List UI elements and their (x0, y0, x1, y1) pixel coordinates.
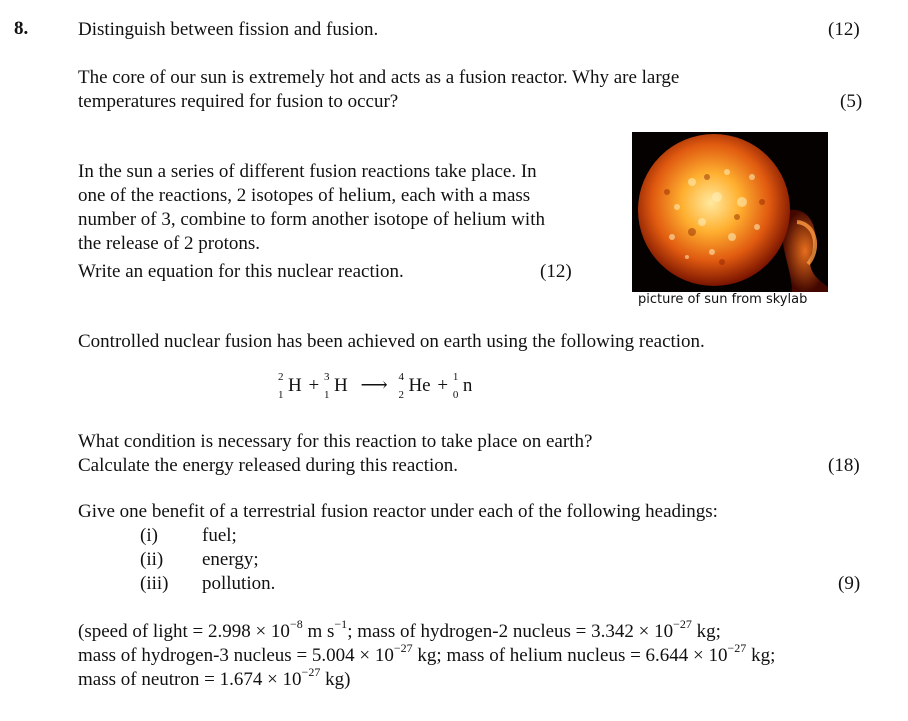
mass-number: 4 (398, 371, 404, 383)
constant-text: mass of neutron = 1.674 × 10 (78, 669, 302, 690)
exponent: −27 (301, 664, 321, 679)
constants-line-1 (78, 616, 775, 644)
element-symbol: He (408, 375, 431, 396)
part2-paragraph (78, 66, 679, 114)
part3-marks: (12) (540, 261, 572, 282)
constant-text: kg; mass of helium nucleus = 6.644 × 10 (412, 645, 728, 666)
constant-text: kg; (691, 621, 721, 642)
part2-line: The core of our sun is extremely hot and acts as a fusion reactor. Why are large (78, 67, 680, 88)
constants-block (78, 616, 776, 692)
part3-task: Write an equation for this nuclear reaction. (78, 261, 404, 282)
element-symbol: H (333, 375, 348, 396)
nuclide-deuterium (278, 371, 302, 401)
list-item (140, 548, 275, 572)
constants-line-2 (78, 640, 776, 668)
exponent: −1 (334, 616, 348, 631)
part4-marks: (18) (828, 455, 860, 476)
list-item-number: (iii) (140, 573, 169, 594)
sun-image (632, 132, 828, 292)
fusion-equation (278, 371, 474, 404)
part1-text: Distinguish between fission and fusion. (78, 19, 379, 40)
part3-line: number of 3, combine to form another isotope of helium with (78, 209, 545, 230)
reaction-arrow: ⟶ (360, 375, 388, 396)
part4-question1: What condition is necessary for this reaction to take place on earth? (78, 431, 593, 452)
part3-line: In the sun a series of different fusion reactions take place. In (78, 161, 537, 182)
nuclide-tritium (323, 371, 348, 401)
part2-line: temperatures required for fusion to occur? (78, 91, 399, 112)
constant-text: mass of hydrogen-3 nucleus = 5.004 × 10 (78, 645, 394, 666)
exponent: −27 (673, 616, 692, 631)
constant-text: m s (302, 621, 335, 642)
element-symbol: n (462, 375, 473, 396)
constant-text: kg) (320, 669, 351, 690)
atomic-number: 1 (323, 389, 330, 401)
list-item (140, 524, 275, 548)
atomic-number: 0 (452, 389, 459, 401)
list-item (140, 572, 275, 596)
headings-list (140, 524, 275, 596)
nuclide-neutron (452, 371, 473, 401)
list-item-text: pollution. (202, 573, 276, 594)
nuclide-helium (398, 371, 431, 401)
atomic-number: 1 (278, 389, 284, 401)
list-item-number: (i) (140, 525, 158, 546)
exponent: −27 (393, 640, 413, 655)
constant-text: (speed of light = 2.998 × 10 (78, 621, 290, 642)
part3-line: the release of 2 protons. (78, 233, 261, 254)
list-item-text: energy; (202, 549, 259, 570)
list-item-number: (ii) (140, 549, 164, 570)
mass-number: 3 (323, 371, 330, 383)
part3-paragraph (78, 160, 545, 256)
part5-intro: Give one benefit of a terrestrial fusion reactor under each of the following headings: (78, 501, 718, 522)
sun-illustration (632, 132, 828, 292)
exponent: −27 (727, 640, 747, 655)
image-caption: picture of sun from skylab (638, 292, 808, 307)
atomic-number: 2 (398, 389, 404, 401)
part2-marks: (5) (840, 91, 863, 112)
mass-number: 2 (278, 371, 284, 383)
part5-marks: (9) (838, 573, 861, 594)
mass-number: 1 (452, 371, 459, 383)
part1-marks: (12) (828, 19, 860, 40)
constant-text: kg; (746, 645, 776, 666)
list-item-text: fuel; (202, 525, 237, 546)
part3-line: one of the reactions, 2 isotopes of helium, each with a mass (78, 185, 531, 206)
exponent: −8 (289, 616, 303, 631)
plus-sign: + (437, 375, 449, 396)
part4-question2: Calculate the energy released during this reaction. (78, 455, 459, 476)
plus-sign: + (308, 375, 320, 396)
constant-text: ; mass of hydrogen-2 nucleus = 3.342 × 10 (347, 621, 674, 642)
element-symbol: H (288, 375, 302, 396)
question-number: 8. (14, 18, 29, 39)
part4-intro: Controlled nuclear fusion has been achieved on earth using the following reaction. (78, 331, 705, 352)
constants-line-3 (78, 664, 775, 692)
